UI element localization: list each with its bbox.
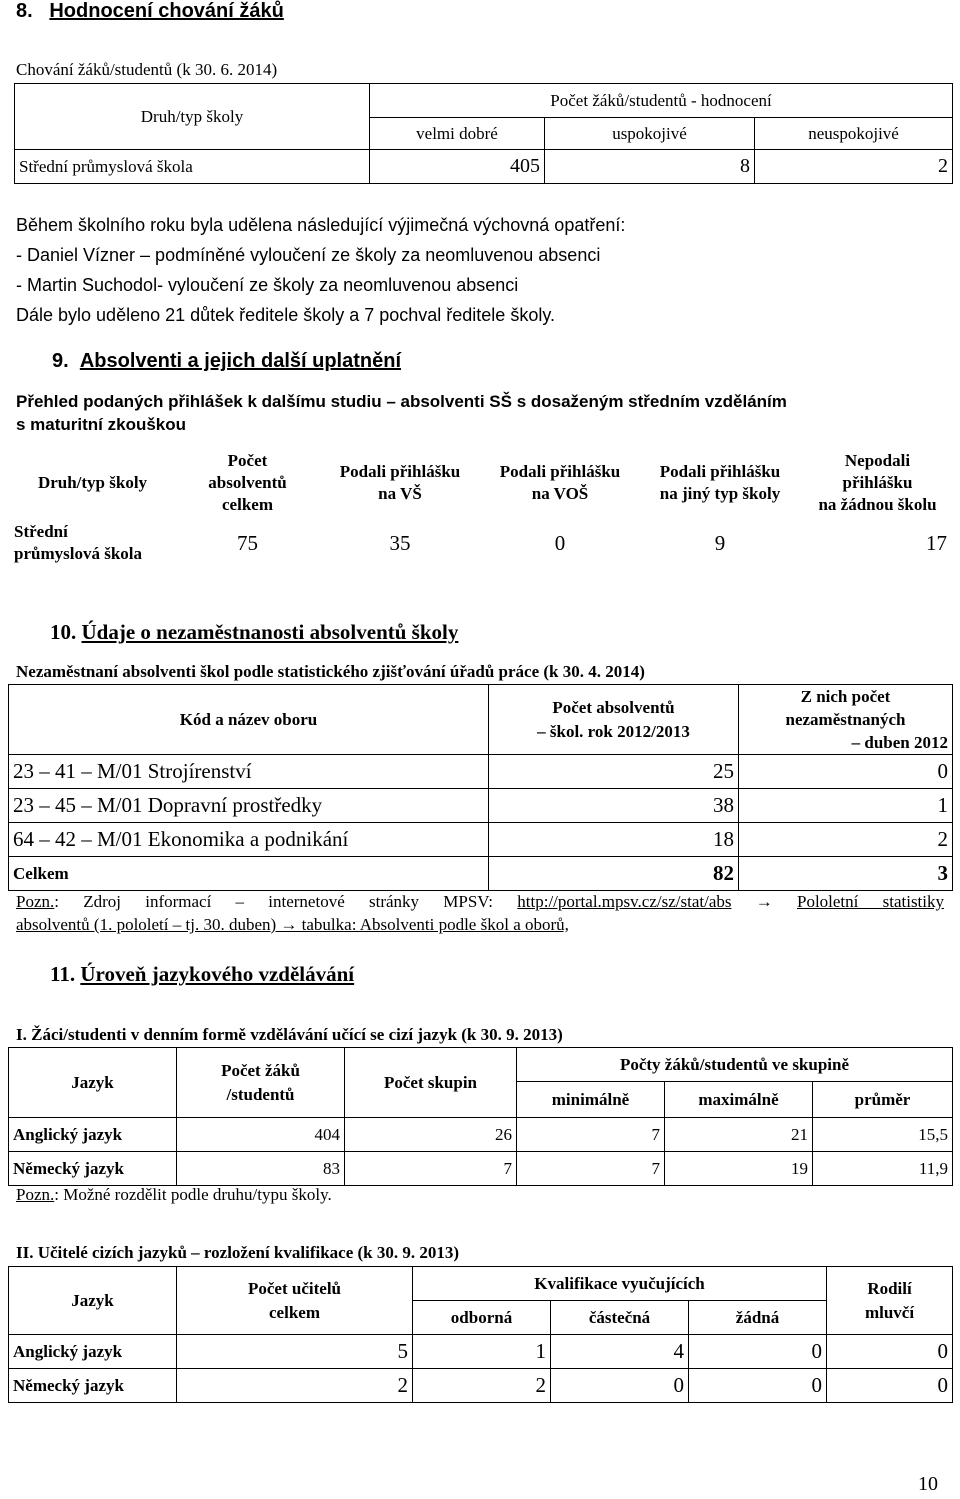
col-partial: částečná — [551, 1301, 689, 1335]
col-none: žádná — [689, 1301, 827, 1335]
section-10-caption: Nezaměstnaní absolventi škol podle statistického zjišťování úřadů práce (k 30. 4. 2014) — [16, 662, 645, 681]
col-satisfactory: uspokojivé — [545, 118, 755, 150]
field-name: 23 – 41 – M/01 Strojírenství — [9, 755, 489, 789]
col-applied-vos — [480, 445, 640, 520]
total-graduates: 82 — [489, 857, 739, 891]
col-full: odborná — [413, 1301, 551, 1335]
section-10-heading — [50, 620, 458, 645]
col-qualification: Kvalifikace vyučujících — [413, 1267, 827, 1301]
header-line: na jiný typ školy — [659, 483, 781, 503]
caption-line: s maturitní zkouškou — [16, 415, 187, 434]
header-line: Počet žáků — [221, 1060, 300, 1080]
avg-value: 15,5 — [813, 1118, 953, 1152]
unemployed-count: 1 — [739, 789, 953, 823]
measures-line: - Daniel Vízner – podmíněné vyloučení ze školy za neomluvenou absenci — [16, 245, 601, 265]
col-native-speakers — [827, 1267, 953, 1335]
measures-line: Dále bylo uděleno 21 důtek ředitele školy a 7 pochval ředitele školy. — [16, 305, 555, 325]
heading-title: Absolventi a jejich další uplatnění — [79, 350, 401, 372]
header-line: – škol. rok 2012/2013 — [537, 721, 690, 741]
value-satisfactory: 8 — [545, 150, 755, 184]
header-line: Nepodali — [844, 450, 911, 470]
native-value: 0 — [827, 1335, 953, 1369]
field-name: 64 – 42 – M/01 Ekonomika a podnikání — [9, 823, 489, 857]
header-line: /studentů — [226, 1084, 295, 1104]
row-label-line: Střední — [14, 522, 68, 541]
row-label — [10, 520, 175, 566]
avg-value: 11,9 — [813, 1152, 953, 1186]
col-group-sizes: Počty žáků/studentů ve skupině — [517, 1048, 953, 1082]
row-label-line: průmyslová škola — [14, 544, 142, 563]
heading-number: 10. — [50, 620, 77, 644]
language-name: Anglický jazyk — [9, 1118, 177, 1152]
col-applied-vs — [320, 445, 480, 520]
value-vs: 35 — [389, 531, 411, 555]
value-vos: 0 — [554, 531, 566, 555]
min-value: 7 — [517, 1152, 665, 1186]
col-graduates-total — [175, 445, 320, 520]
value-not-applied: 17 — [926, 531, 947, 555]
partial-value: 0 — [551, 1369, 689, 1403]
header-line: přihlášku — [842, 472, 913, 492]
measures-text — [16, 210, 625, 330]
unemployed-count: 0 — [739, 755, 953, 789]
student-count: 404 — [177, 1118, 345, 1152]
col-max: maximálně — [665, 1082, 813, 1118]
header-line: na žádnou školu — [818, 494, 937, 514]
note-label: Pozn. — [16, 892, 55, 911]
col-group-count: Počet skupin — [345, 1048, 517, 1118]
student-count: 83 — [177, 1152, 345, 1186]
applications-table — [10, 445, 955, 566]
col-group-rating: Počet žáků/studentů - hodnocení — [370, 84, 953, 118]
col-field-code: Kód a název oboru — [9, 685, 489, 755]
total-label: Celkem — [9, 857, 489, 891]
total-unemployed: 3 — [739, 857, 953, 891]
col-unemployed — [739, 685, 953, 755]
header-line: na VOŠ — [531, 483, 589, 503]
col-language: Jazyk — [9, 1267, 177, 1335]
language-name: Německý jazyk — [9, 1369, 177, 1403]
header-line: mluvčí — [864, 1302, 915, 1322]
note-line-2: absolventů (1. pololetí – tj. 30. duben) → tabulka: Absolventi podle škol a oborů, — [16, 915, 569, 934]
header-line: na VŠ — [378, 483, 422, 503]
measures-line: Během školního roku byla udělena následující výjimečná výchovná opatření: — [16, 215, 626, 235]
value-other: 9 — [714, 531, 726, 555]
header-line: celkem — [269, 1302, 320, 1322]
header-line: Podali přihlášku — [659, 461, 781, 481]
max-value: 19 — [665, 1152, 813, 1186]
full-value: 1 — [413, 1335, 551, 1369]
section-8-caption: Chování žáků/studentů (k 30. 6. 2014) — [16, 60, 278, 79]
header-line: Počet — [227, 450, 268, 470]
note-link[interactable]: http://portal.mpsv.cz/sz/stat/abs — [517, 892, 732, 911]
field-name: 23 – 45 – M/01 Dopravní prostředky — [9, 789, 489, 823]
value-unsatisfactory: 2 — [755, 150, 953, 184]
note-text: : Možné rozdělit podle druhu/typu školy. — [54, 1185, 332, 1204]
arrow-icon: → — [755, 892, 773, 911]
languages-students-table — [8, 1047, 953, 1186]
value-total: 75 — [237, 531, 258, 555]
col-language: Jazyk — [9, 1048, 177, 1118]
header-line: Počet absolventů — [552, 697, 675, 717]
value-very-good: 405 — [370, 150, 545, 184]
part-2-caption: II. Učitelé cizích jazyků – rozložení kvalifikace (k 30. 9. 2013) — [16, 1243, 460, 1262]
header-line: Podali přihlášku — [499, 461, 621, 481]
page-number: 10 — [918, 1473, 938, 1495]
header-line: celkem — [222, 494, 273, 514]
unemployed-count: 2 — [739, 823, 953, 857]
col-not-applied — [800, 445, 955, 520]
group-count: 7 — [345, 1152, 517, 1186]
col-unsatisfactory: neuspokojivé — [755, 118, 953, 150]
heading-title: Úroveň jazykového vzdělávání — [80, 962, 355, 986]
teacher-count: 2 — [177, 1369, 413, 1403]
col-avg: průměr — [813, 1082, 953, 1118]
note-label: Pozn. — [16, 1185, 55, 1204]
teachers-qualification-table — [8, 1266, 953, 1403]
note-line — [16, 890, 944, 913]
header-line: Rodilí — [867, 1278, 912, 1298]
note-text: : Zdroj informací – internetové stránky MPSV: — [54, 892, 518, 911]
col-graduates — [489, 685, 739, 755]
header-line: absolventů — [208, 472, 287, 492]
section-10-note — [16, 890, 944, 936]
heading-number: 11. — [50, 962, 76, 986]
row-label: Střední průmyslová škola — [15, 150, 370, 184]
full-value: 2 — [413, 1369, 551, 1403]
part-1-caption: I. Žáci/studenti v denním formě vzdělávání učící se cizí jazyk (k 30. 9. 2013) — [16, 1025, 563, 1044]
language-name: Německý jazyk — [9, 1152, 177, 1186]
col-teacher-count — [177, 1267, 413, 1335]
header-line: Podali přihlášku — [339, 461, 461, 481]
col-very-good: velmi dobré — [370, 118, 545, 150]
col-school-type: Druh/typ školy — [37, 472, 148, 492]
unemployment-table — [8, 684, 953, 891]
note-link-2[interactable]: Pololetní statistiky — [796, 892, 945, 911]
max-value: 21 — [665, 1118, 813, 1152]
group-count: 26 — [345, 1118, 517, 1152]
graduates-count: 18 — [489, 823, 739, 857]
heading-title: Údaje o nezaměstnanosti absolventů školy — [81, 620, 459, 644]
heading-number: 8. — [16, 0, 33, 22]
graduates-count: 25 — [489, 755, 739, 789]
section-9-heading — [52, 350, 401, 373]
col-min: minimálně — [517, 1082, 665, 1118]
none-value: 0 — [689, 1335, 827, 1369]
min-value: 7 — [517, 1118, 665, 1152]
header-line: – duben 2012 — [851, 733, 948, 752]
header-line: nezaměstnaných — [785, 710, 906, 729]
graduates-count: 38 — [489, 789, 739, 823]
header-line: Počet učitelů — [248, 1278, 341, 1298]
native-value: 0 — [827, 1369, 953, 1403]
col-student-count — [177, 1048, 345, 1118]
section-9-caption — [16, 390, 787, 436]
heading-number: 9. — [52, 350, 69, 372]
col-applied-other — [640, 445, 800, 520]
behavior-table — [14, 83, 953, 184]
partial-value: 4 — [551, 1335, 689, 1369]
caption-line: Přehled podaných přihlášek k dalšímu studiu – absolventi SŠ s dosaženým středním vzděláním — [16, 392, 787, 411]
part-1-note — [16, 1185, 332, 1205]
none-value: 0 — [689, 1369, 827, 1403]
header-line: Z nich počet — [800, 687, 891, 706]
measures-line: - Martin Suchodol- vyloučení ze školy za neomluvenou absenci — [16, 275, 519, 295]
language-name: Anglický jazyk — [9, 1335, 177, 1369]
heading-title: Hodnocení chování žáků — [49, 0, 284, 22]
section-11-heading — [50, 962, 354, 987]
section-8-heading — [16, 0, 284, 23]
col-school-type: Druh/typ školy — [15, 84, 370, 150]
teacher-count: 5 — [177, 1335, 413, 1369]
